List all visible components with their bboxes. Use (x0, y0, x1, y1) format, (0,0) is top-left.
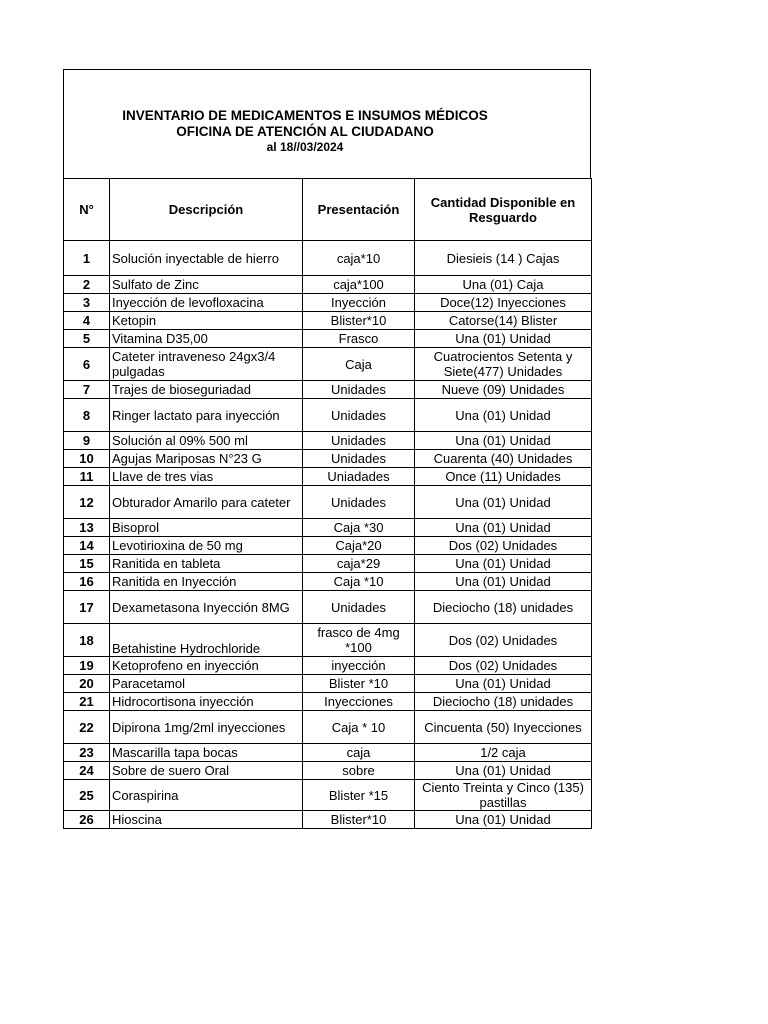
row-description: Inyección de levofloxacina (110, 294, 303, 312)
inventory-table (63, 178, 592, 829)
row-number: 26 (64, 811, 110, 829)
row-number: 15 (64, 555, 110, 573)
table-row (64, 348, 592, 381)
table-row (64, 519, 592, 537)
row-presentation: Blister *10 (303, 675, 415, 693)
row-number: 24 (64, 762, 110, 780)
table-row (64, 555, 592, 573)
table-row (64, 294, 592, 312)
table-row (64, 468, 592, 486)
row-number: 25 (64, 780, 110, 811)
row-presentation: caja*100 (303, 276, 415, 294)
table-row (64, 711, 592, 744)
row-number: 9 (64, 432, 110, 450)
table-row (64, 432, 592, 450)
row-quantity: Dos (02) Unidades (415, 537, 592, 555)
row-description: Sulfato de Zinc (110, 276, 303, 294)
row-description: Dipirona 1mg/2ml inyecciones (110, 711, 303, 744)
row-number: 20 (64, 675, 110, 693)
row-presentation: Caja *10 (303, 573, 415, 591)
row-quantity: Una (01) Unidad (415, 399, 592, 432)
row-quantity: Doce(12) Inyecciones (415, 294, 592, 312)
row-presentation: Blister *15 (303, 780, 415, 811)
table-row (64, 591, 592, 624)
column-header-description: Descripción (110, 179, 303, 241)
row-number: 2 (64, 276, 110, 294)
row-presentation: Unidades (303, 486, 415, 519)
row-quantity: Cuatrocientos Setenta y Siete(477) Unidades (415, 348, 592, 381)
row-presentation: Blister*10 (303, 811, 415, 829)
table-row (64, 811, 592, 829)
row-quantity: Dos (02) Unidades (415, 657, 592, 675)
document-title: INVENTARIO DE MEDICAMENTOS E INSUMOS MÉDICOS (122, 108, 488, 123)
row-number: 1 (64, 241, 110, 276)
row-description: Ranitida en tableta (110, 555, 303, 573)
row-presentation: inyección (303, 657, 415, 675)
row-presentation: Blister*10 (303, 312, 415, 330)
row-quantity: Once (11) Unidades (415, 468, 592, 486)
row-quantity: Dieciocho (18) unidades (415, 591, 592, 624)
row-quantity: Cincuenta (50) Inyecciones (415, 711, 592, 744)
table-row (64, 762, 592, 780)
row-number: 13 (64, 519, 110, 537)
row-number: 18 (64, 624, 110, 657)
row-description: Betahistine Hydrochloride (110, 624, 303, 657)
row-description: Sobre de suero Oral (110, 762, 303, 780)
row-number: 10 (64, 450, 110, 468)
row-number: 16 (64, 573, 110, 591)
row-number: 21 (64, 693, 110, 711)
row-quantity: Diesieis (14 ) Cajas (415, 241, 592, 276)
row-quantity: Una (01) Unidad (415, 573, 592, 591)
table-header-row (64, 179, 592, 241)
row-quantity: Una (01) Unidad (415, 555, 592, 573)
column-header-quantity: Cantidad Disponible en Resguardo (415, 179, 592, 241)
row-quantity: Catorse(14) Blister (415, 312, 592, 330)
row-number: 22 (64, 711, 110, 744)
table-row (64, 744, 592, 762)
row-number: 17 (64, 591, 110, 624)
row-presentation: caja*10 (303, 241, 415, 276)
table-row (64, 381, 592, 399)
row-description: Dexametasona Inyección 8MG (110, 591, 303, 624)
table-row (64, 276, 592, 294)
title-block (63, 69, 591, 178)
row-presentation: Inyección (303, 294, 415, 312)
row-presentation: Caja *30 (303, 519, 415, 537)
row-number: 5 (64, 330, 110, 348)
table-row (64, 573, 592, 591)
row-number: 11 (64, 468, 110, 486)
row-number: 12 (64, 486, 110, 519)
office-name: OFICINA DE ATENCIÓN AL CIUDADANO (176, 124, 434, 139)
row-quantity: Dieciocho (18) unidades (415, 693, 592, 711)
table-row (64, 399, 592, 432)
row-description: Ketopin (110, 312, 303, 330)
row-number: 23 (64, 744, 110, 762)
row-presentation: Frasco (303, 330, 415, 348)
row-quantity: Una (01) Unidad (415, 762, 592, 780)
table-row (64, 780, 592, 811)
row-presentation: frasco de 4mg *100 (303, 624, 415, 657)
table-row (64, 693, 592, 711)
row-presentation: Unidades (303, 399, 415, 432)
table-body (64, 241, 592, 829)
row-number: 6 (64, 348, 110, 381)
row-number: 8 (64, 399, 110, 432)
row-number: 3 (64, 294, 110, 312)
row-number: 14 (64, 537, 110, 555)
row-presentation: Caja (303, 348, 415, 381)
row-description: Bisoprol (110, 519, 303, 537)
row-description: Levotirioxina de 50 mg (110, 537, 303, 555)
row-presentation: Unidades (303, 381, 415, 399)
row-description: Ranitida en Inyección (110, 573, 303, 591)
table-row (64, 624, 592, 657)
row-quantity: Una (01) Unidad (415, 519, 592, 537)
row-presentation: sobre (303, 762, 415, 780)
row-quantity: Una (01) Unidad (415, 486, 592, 519)
row-description: Mascarilla tapa bocas (110, 744, 303, 762)
row-quantity: Una (01) Unidad (415, 811, 592, 829)
row-description: Ringer lactato para inyección (110, 399, 303, 432)
row-description: Hidrocortisona inyección (110, 693, 303, 711)
table-row (64, 450, 592, 468)
row-description: Solución al 09% 500 ml (110, 432, 303, 450)
table-row (64, 486, 592, 519)
inventory-sheet (63, 69, 591, 829)
row-quantity: Cuarenta (40) Unidades (415, 450, 592, 468)
table-row (64, 330, 592, 348)
row-presentation: Uniadades (303, 468, 415, 486)
row-presentation: Unidades (303, 432, 415, 450)
row-description: Solución inyectable de hierro (110, 241, 303, 276)
column-header-presentation: Presentación (303, 179, 415, 241)
row-number: 7 (64, 381, 110, 399)
table-row (64, 657, 592, 675)
row-presentation: caja (303, 744, 415, 762)
row-description: Paracetamol (110, 675, 303, 693)
row-quantity: 1/2 caja (415, 744, 592, 762)
row-description: Hioscina (110, 811, 303, 829)
row-description: Cateter intraveneso 24gx3/4 pulgadas (110, 348, 303, 381)
row-number: 19 (64, 657, 110, 675)
row-presentation: Unidades (303, 591, 415, 624)
row-quantity: Dos (02) Unidades (415, 624, 592, 657)
row-quantity: Ciento Treinta y Cinco (135) pastillas (415, 780, 592, 811)
row-presentation: Unidades (303, 450, 415, 468)
row-description: Ketoprofeno en inyección (110, 657, 303, 675)
row-presentation: Caja*20 (303, 537, 415, 555)
row-quantity: Una (01) Unidad (415, 330, 592, 348)
row-description: Obturador Amarilo para cateter (110, 486, 303, 519)
row-presentation: Caja * 10 (303, 711, 415, 744)
row-description: Coraspirina (110, 780, 303, 811)
row-presentation: caja*29 (303, 555, 415, 573)
row-quantity: Nueve (09) Unidades (415, 381, 592, 399)
report-date: al 18//03/2024 (266, 140, 344, 154)
column-header-number: N° (64, 179, 110, 241)
table-row (64, 675, 592, 693)
row-presentation: Inyecciones (303, 693, 415, 711)
row-quantity: Una (01) Caja (415, 276, 592, 294)
row-description: Vitamina D35,00 (110, 330, 303, 348)
row-quantity: Una (01) Unidad (415, 675, 592, 693)
table-row (64, 241, 592, 276)
row-number: 4 (64, 312, 110, 330)
row-description: Agujas Mariposas N°23 G (110, 450, 303, 468)
table-row (64, 312, 592, 330)
row-description: Llave de tres vias (110, 468, 303, 486)
row-description: Trajes de bioseguriadad (110, 381, 303, 399)
row-quantity: Una (01) Unidad (415, 432, 592, 450)
table-row (64, 537, 592, 555)
